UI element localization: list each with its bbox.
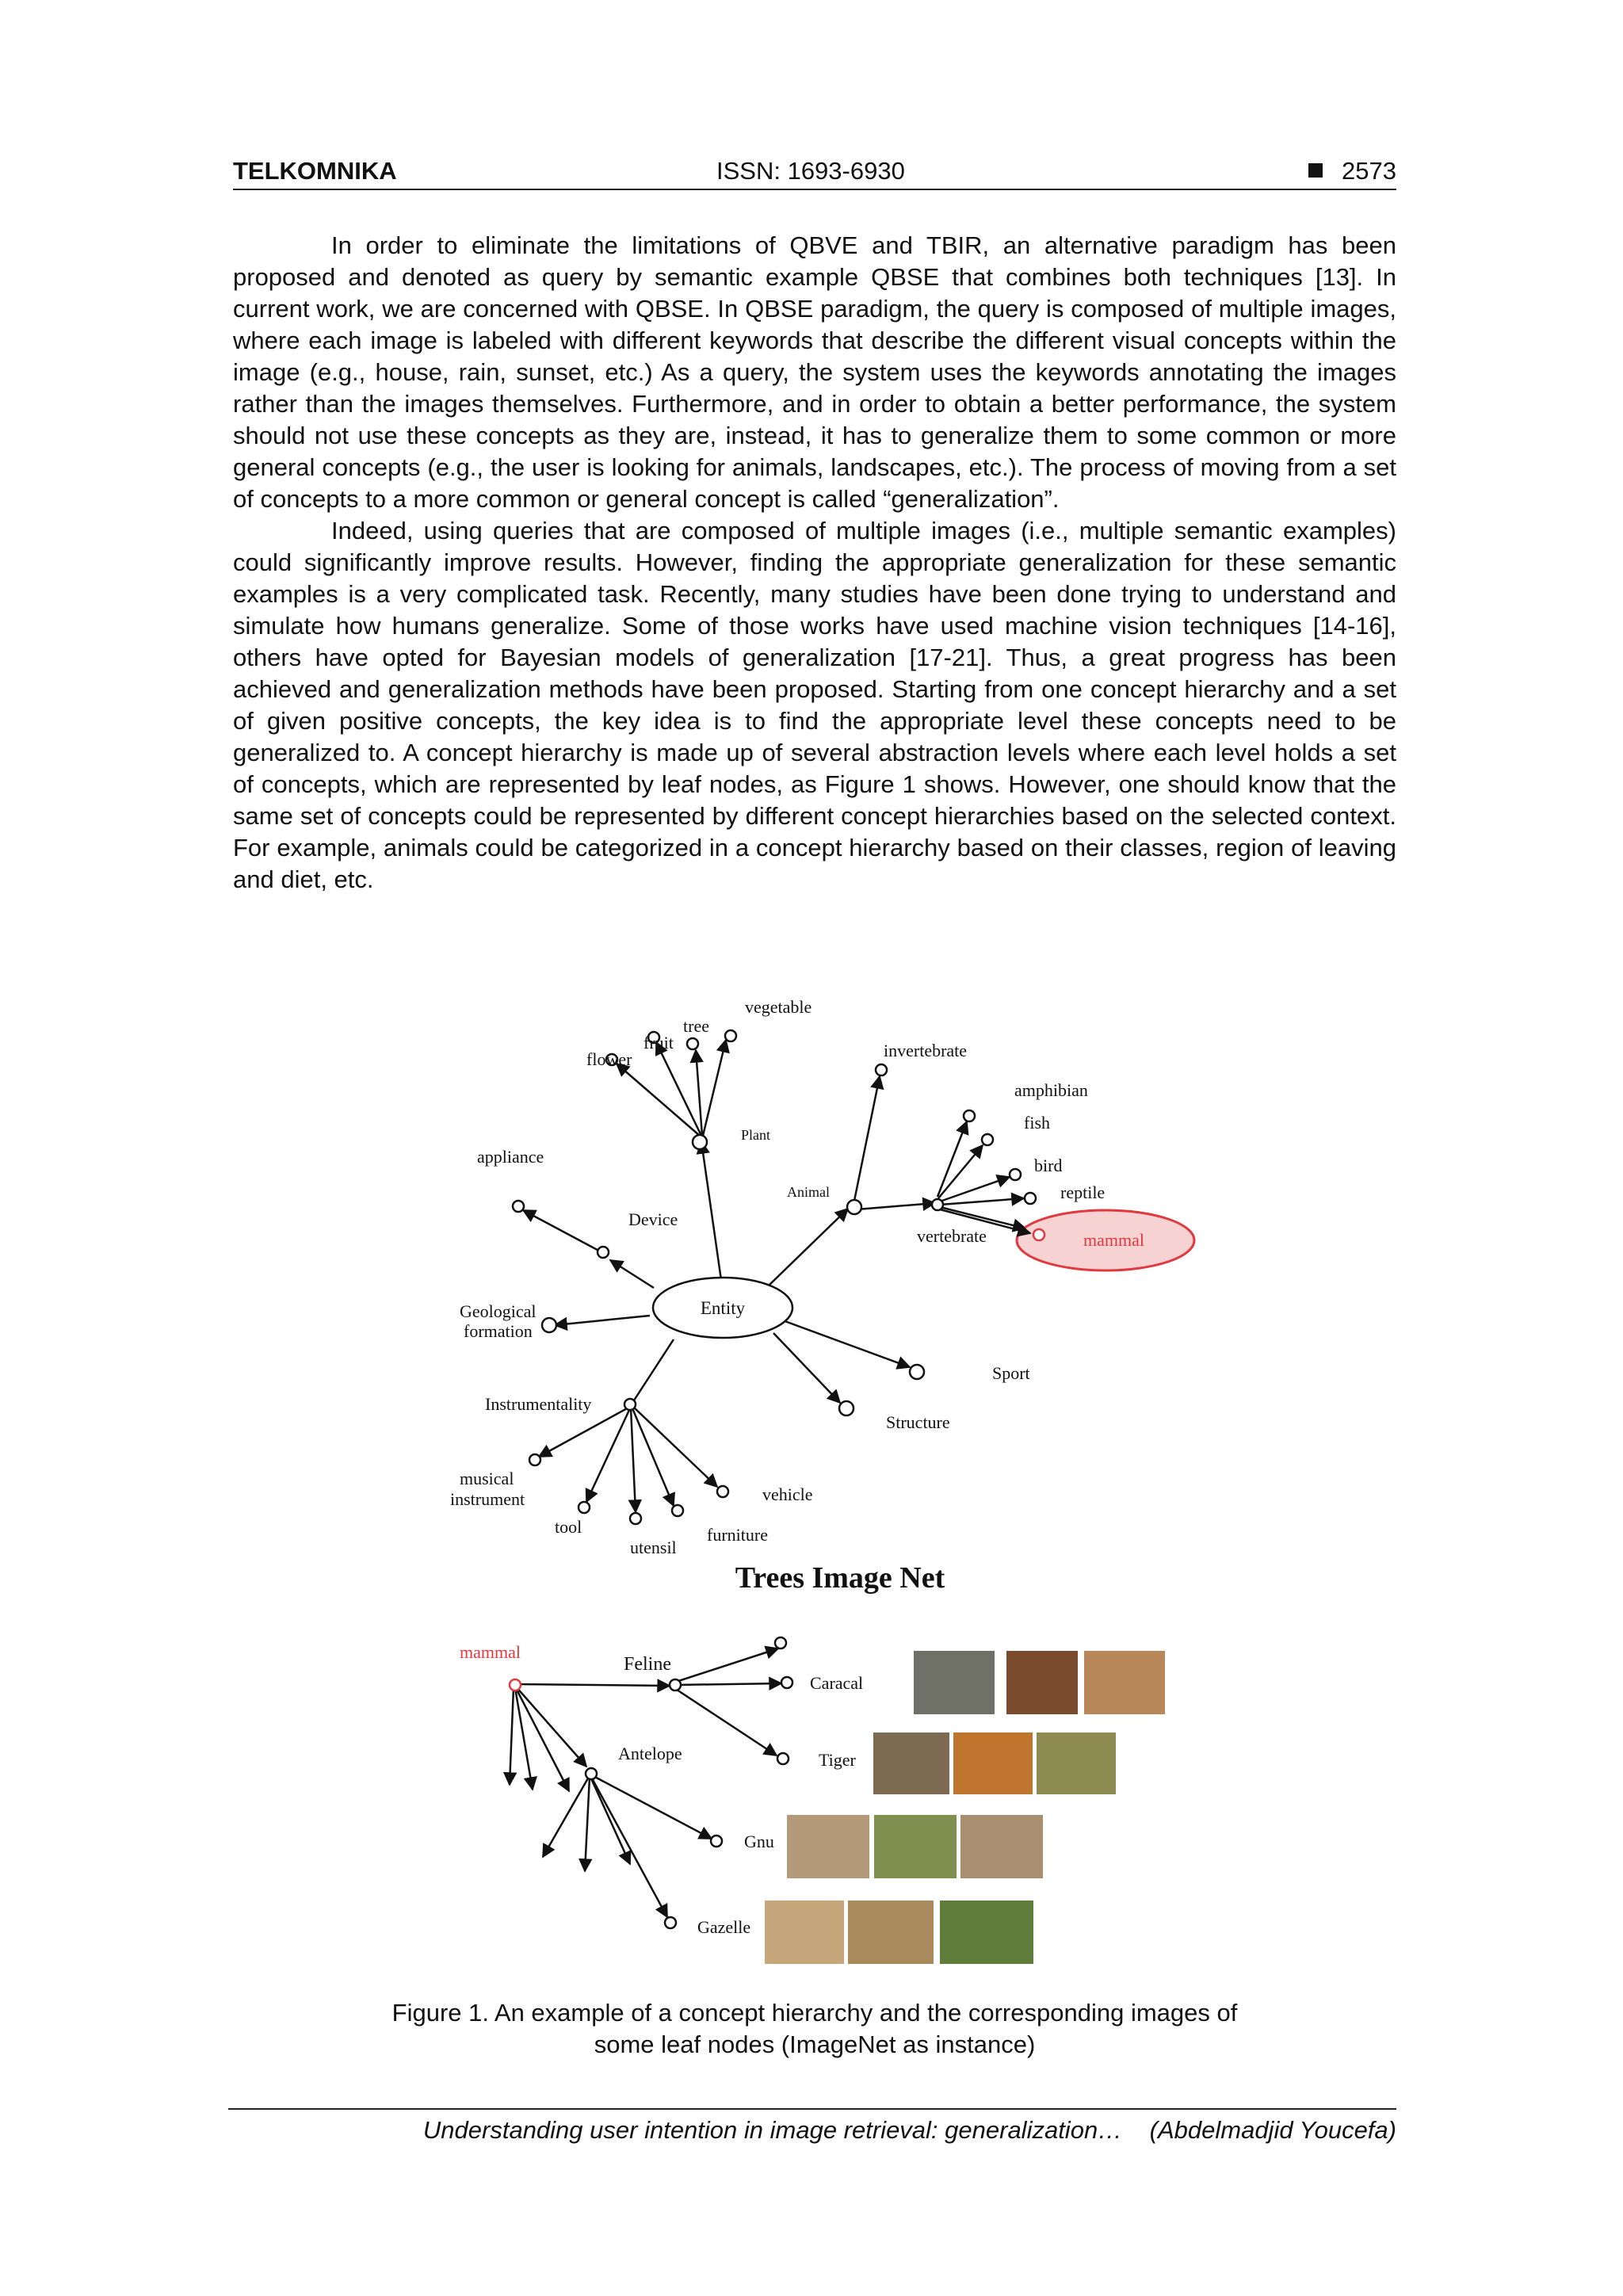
footer-text — [423, 2116, 1396, 2145]
gnu-photo — [874, 1815, 957, 1878]
label-mammal: mammal — [1083, 1230, 1144, 1250]
gazelle-photo — [765, 1901, 844, 1964]
paragraph: In order to eliminate the limitations of QBVE and TBIR, an alternative paradigm has been proposed and denoted as query by semantic example QBSE that combines both techniques [13]. In current work, we are concerned with QBSE. In QBSE paradigm, the query is composed of multiple images, where each image is labeled with different keywords that describe the different visual concepts within the image (e.g., house, rain, sunset, etc.) As a query, the system uses the keywords annotating the images rather than the images themselves. Furthermore, and in order to obtain a better performance, the system should not use these concepts as they are, instead, it has to generalize them to some common or more general concepts (e.g., the user is looking for animals, landscapes, etc.). The process of moving from a set of concepts to a more common or general concept is called “generalization”. — [233, 231, 1396, 513]
label-device: Device — [628, 1209, 678, 1229]
sub-label-feline: Feline — [624, 1654, 671, 1675]
caracal-photo — [1006, 1651, 1078, 1714]
journal-name: TELKOMNIKA — [233, 157, 397, 185]
tree-nodes — [513, 1030, 1036, 1524]
tree-labels — [450, 997, 1144, 1557]
label-musical-2: instrument — [450, 1489, 525, 1509]
label-flower: flower — [586, 1049, 632, 1069]
label-structure: Structure — [886, 1412, 950, 1432]
caracal-photo — [1084, 1651, 1165, 1714]
running-footer — [228, 2108, 1396, 2144]
gazelle-photo — [848, 1901, 934, 1964]
label-invertebrate: invertebrate — [884, 1041, 968, 1060]
sub-label-tiger: Tiger — [819, 1750, 856, 1770]
caption-line: Figure 1. An example of a concept hierarchy and the corresponding images of — [391, 1999, 1238, 2027]
gazelle-photos — [765, 1901, 1033, 1964]
instrumentality-node — [624, 1399, 636, 1410]
figure-1 — [428, 991, 1220, 1973]
tiger-photos — [873, 1733, 1116, 1794]
sub-label-mammal: mammal — [460, 1642, 521, 1662]
label-fruit: fruit — [643, 1033, 674, 1052]
label-geological-2: formation — [464, 1321, 533, 1341]
square-bullet-icon — [1308, 163, 1323, 178]
running-header — [233, 155, 1396, 190]
sub-label-gazelle: Gazelle — [697, 1917, 751, 1937]
label-vehicle: vehicle — [762, 1484, 813, 1504]
label-tool: tool — [555, 1517, 582, 1537]
label-geological-1: Geological — [460, 1301, 537, 1321]
footer-title: Understanding user intention in image retrieval: generalization… — [422, 2116, 1123, 2144]
footer-author: (Abdelmadjid Youcefa) — [1149, 2116, 1396, 2144]
sub-label-gnu: Gnu — [744, 1832, 774, 1851]
label-entity: Entity — [700, 1298, 746, 1318]
paragraph: Indeed, using queries that are composed of multiple images (i.e., multiple semantic examples) could significantly improve results. However, finding the appropriate generalization for these semantic examples is a very complicated task. Recently, many studies have been done trying to understand and simulate how humans generalize. Some of those works have used machine vision techniques [14-16], others have opted for Bayesian models of generalization [17-21]. Thus, a great progress has been achieved and generalization methods have been proposed. Starting from one concept hierarchy and a set of given positive concepts, the key idea is to find the appropriate level these concepts need to be generalized to. A concept hierarchy is made up of several abstraction levels where each level holds a set of concepts, which are represented by leaf nodes, as Figure 1 shows. However, one should know that the same set of concepts could be represented by different concept hierarchies based on the selected context. For example, animals could be categorized in a concept hierarchy based on their classes, region of leaving and diet, etc. — [233, 517, 1396, 893]
tree-title: Trees Image Net — [735, 1561, 945, 1595]
sub-label-antelope: Antelope — [618, 1744, 682, 1763]
tree-edges — [523, 1040, 1025, 1512]
label-animal: Animal — [787, 1184, 830, 1200]
caption-line: some leaf nodes (ImageNet as instance) — [594, 2030, 1036, 2058]
label-amphibian: amphibian — [1014, 1080, 1088, 1100]
issn: ISSN: 1693-6930 — [716, 157, 905, 185]
label-sport: Sport — [992, 1363, 1030, 1383]
subtree-nodes — [510, 1637, 792, 1928]
gnu-photo — [787, 1815, 869, 1878]
caracal-photo — [914, 1651, 995, 1714]
label-vertebrate: vertebrate — [917, 1226, 987, 1246]
label-appliance: appliance — [477, 1147, 544, 1167]
label-furniture: furniture — [707, 1525, 768, 1545]
label-tree: tree — [683, 1016, 709, 1036]
gazelle-photo — [940, 1901, 1033, 1964]
label-fish: fish — [1024, 1113, 1050, 1133]
caracal-photos — [914, 1651, 1165, 1714]
gnu-photo — [960, 1815, 1043, 1878]
tiger-photo — [953, 1733, 1033, 1794]
label-utensil: utensil — [630, 1538, 677, 1557]
animal-node — [847, 1200, 861, 1214]
page-number — [1308, 157, 1396, 185]
body-text — [233, 230, 1396, 896]
gnu-photos — [787, 1815, 1043, 1878]
concept-hierarchy-diagram — [428, 991, 1220, 1973]
page-number-value: 2573 — [1342, 157, 1396, 185]
label-musical-1: musical — [460, 1469, 514, 1488]
label-instrumentality: Instrumentality — [485, 1394, 592, 1414]
vertebrate-node — [932, 1199, 943, 1210]
label-vegetable: vegetable — [745, 997, 812, 1017]
figure-caption — [233, 1997, 1396, 2061]
label-plant: Plant — [741, 1127, 771, 1143]
subtree-edges — [510, 1648, 781, 1917]
label-bird: bird — [1034, 1156, 1063, 1175]
tiger-photo — [1037, 1733, 1116, 1794]
plant-node — [693, 1135, 707, 1149]
sub-label-caracal: Caracal — [810, 1673, 864, 1693]
tiger-photo — [873, 1733, 949, 1794]
label-reptile: reptile — [1060, 1182, 1106, 1202]
device-node — [598, 1247, 609, 1258]
